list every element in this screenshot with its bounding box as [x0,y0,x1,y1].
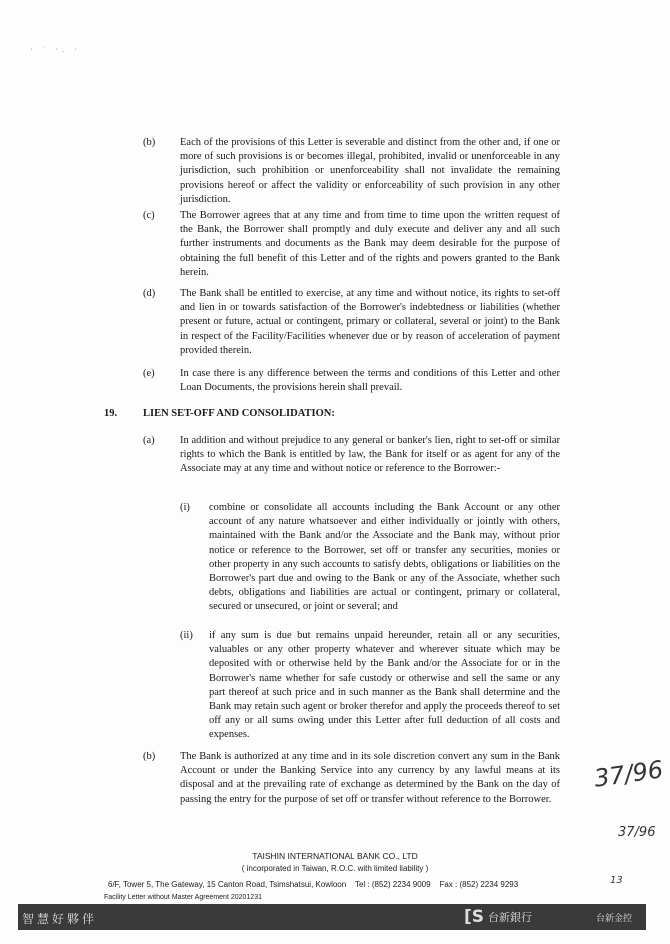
handwritten-page-number: 37/96 [592,755,665,793]
clause-label: (e) [143,368,155,379]
clause-label: (a) [143,435,155,446]
clause-label: (c) [143,210,155,221]
clause-e-text: In case there is any difference between the terms and conditions of this Letter and other Loan Documents, the provisions herein shall prevail. [180,368,560,394]
clause-label: (i) [180,502,190,513]
footer-tel: Tel : (852) 2234 9009 [354,880,431,889]
footer-slogan: 智慧好夥伴 [22,912,98,926]
clause-c-text: The Borrower agrees that at any time and from time to time upon the written request of the Bank, the Borrower shall promptly and duly execute and deliver any and all such further instruments and documents as the Bank may deem desirable for the purpose of obtaining the full benefit of this Letter and of the rights and powers granted to the Bank herein. [180,210,560,278]
footer-company: TAISHIN INTERNATIONAL BANK CO., LTD [252,851,418,861]
clause-label: (b) [143,751,156,762]
sec19-ii-text: if any sum is due but remains unpaid hereunder, retain all or any securities, valuables or any other property whatever and wherever situate which may be deposited with or otherwise held by the Bank and/or the Associate for or in the Borrower's name whether for safe custody or otherwise and sell the same or any part thereof at such price and in such manner as the Bank shall determine and the Bank may retain such agent or broker therefor and apply the proceeds thereof to set off any or all sums owing under this Letter after full deduction of all costs and expenses. [209,630,560,741]
footer-incorporated: ( incorporated in Taiwan, R.O.C. with limited liability ) [241,864,429,873]
section-number: 19. [104,408,118,419]
sec19-i-text: combine or consolidate all accounts including the Bank Account or any other account of any nature whatsoever and either individually or jointly with others, maintained with the Bank and/or the Associate and the Bank may, without prior notice or reference to the Borrower, set off or transfer any securities, monies or other property in any such accounts to satisfy debts, obligations or liabilities on the Borrower's part due and owing to the Bank or any of the Associate, whether such debts, obligations and liabilities are actual or contingent, primary or collateral, secured or unsecured, or joint or several; and [209,502,560,613]
footer-address: 6/F, Tower 5, The Gateway, 15 Canton Road, Tsimshatsui, Kowloon [108,880,347,889]
clause-label: (ii) [180,630,193,641]
holding-logo-text: 台新金控 [596,914,633,924]
clause-label: (d) [143,288,156,299]
handwritten-number: 13 [610,875,623,886]
footer-fax: Fax : (852) 2234 9293 [439,880,519,889]
section-title: LIEN SET-OFF AND CONSOLIDATION: [143,408,335,419]
clause-d-text: The Bank shall be entitled to exercise, at any time and without notice, its rights to set-off and lien in or towards satisfaction of the Borrower's indebtedness or liabilities (whether present or future, actual or contingent, primary or collateral, several or joint) to the Bank in respect of the Facility/Facilities whenever due or by reason of acceleration of payment provided therein. [180,288,560,356]
footer-banner [18,904,646,930]
clause-label: (b) [143,137,156,148]
footer-contact [108,880,518,889]
clause-b-text: Each of the provisions of this Letter is severable and distinct from the other and, if one or more of such provisions is or becomes illegal, prohibited, invalid or unenforceable in any jurisdiction, such prohibition or unenforceability shall not invalidate the remaining provisions hereof or affect the validity or enforceability of such provision in any other jurisdiction. [180,137,560,205]
bank-logo-text: 台新銀行 [488,911,532,924]
footer-doc-ref: Facility Letter without Master Agreement 20201231 [104,894,262,901]
sec19-b-text: The Bank is authorized at any time and in its sole discretion convert any sum in the Bank Account or under the Banking Service into any currency by any lawful means at its disposal and at the prevailing rate of exchange as determined by the Bank on the day of passing the entry for the purpose of set off or transfer without reference to the Borrower. [180,751,560,805]
taishin-logo-icon: [S [464,907,485,927]
sec19-a-text: In addition and without prejudice to any general or banker's lien, right to set-off or similar rights to which the Bank is entitled by law, the Bank for itself or as agent for any of the Associate may at any time and without notice or reference to the Borrower:- [180,435,560,475]
scan-noise: · ˙ ·. · [30,45,81,54]
handwritten-page-number-small: 37/96 [618,825,656,840]
